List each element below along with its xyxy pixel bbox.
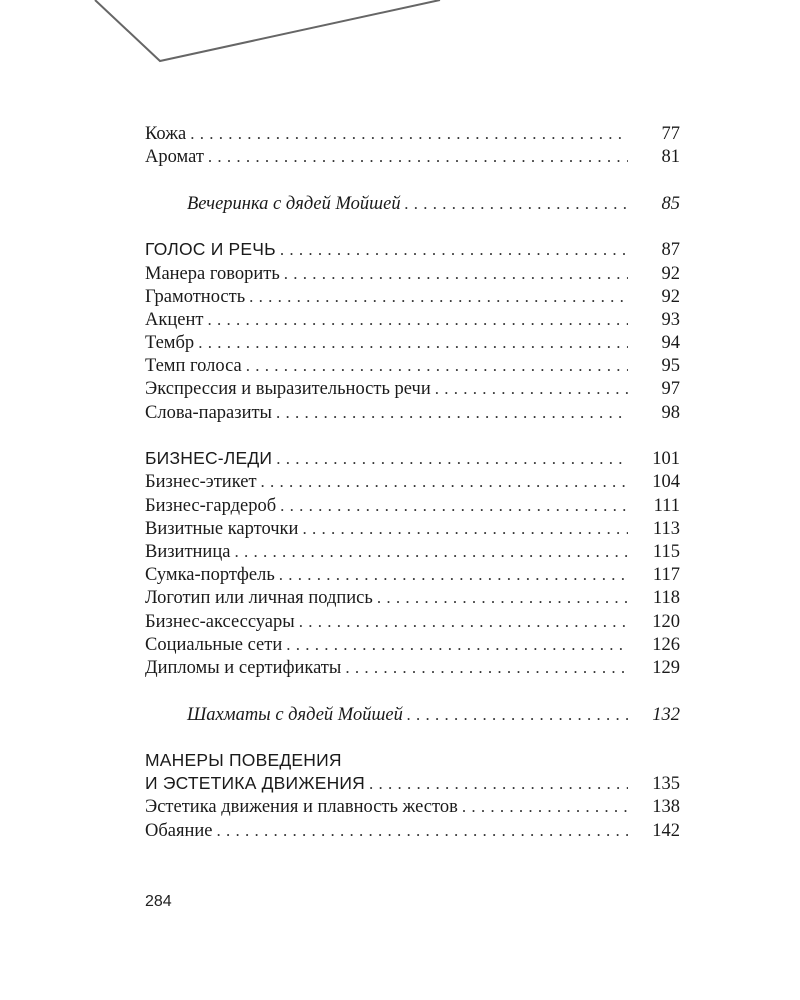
toc-section-title: ГОЛОС И РЕЧЬ xyxy=(145,239,276,260)
toc-entry-page: 129 xyxy=(652,657,680,678)
toc-entry[interactable] xyxy=(145,377,680,400)
toc-entry-page: 92 xyxy=(661,263,680,284)
toc-entry[interactable] xyxy=(145,262,680,285)
toc-entry[interactable] xyxy=(145,633,680,656)
toc-entry-page: 95 xyxy=(661,356,680,377)
toc-entry-page: 97 xyxy=(661,379,680,400)
dot-leader xyxy=(234,540,628,563)
toc-section-page: 135 xyxy=(652,774,680,795)
toc-entry-title: Визитница xyxy=(145,541,231,562)
toc-interlude-title: Вечеринка с дядей Мойшей xyxy=(187,193,401,214)
toc-section-heading[interactable] xyxy=(145,772,680,795)
toc-entry-title: Аромат xyxy=(145,147,204,168)
dot-leader xyxy=(407,703,628,726)
dot-leader xyxy=(261,470,628,493)
toc-entry-page: 115 xyxy=(652,541,680,562)
dot-leader xyxy=(299,610,628,633)
dot-leader xyxy=(276,401,628,424)
toc-entry-page: 111 xyxy=(653,495,680,516)
toc-entry-title: Акцент xyxy=(145,309,204,330)
toc-entry-page: 94 xyxy=(661,333,680,354)
dot-leader xyxy=(249,285,628,308)
toc-entry-title: Логотип или личная подпись xyxy=(145,588,373,609)
toc-interlude[interactable] xyxy=(145,703,680,726)
toc-entry-title: Кожа xyxy=(145,124,187,144)
toc-entry[interactable] xyxy=(145,656,680,679)
toc-entry[interactable] xyxy=(145,819,680,842)
toc-section-page: 101 xyxy=(652,449,680,470)
toc-section-heading[interactable] xyxy=(145,447,680,470)
toc-entry[interactable] xyxy=(145,494,680,517)
toc-entry-title: Манера говорить xyxy=(145,263,280,284)
toc-interlude-page: 85 xyxy=(661,193,680,214)
dot-leader xyxy=(284,262,628,285)
toc-entry-page: 81 xyxy=(661,147,680,168)
toc-entry[interactable] xyxy=(145,354,680,377)
toc-entry-page: 104 xyxy=(652,472,680,493)
toc-entry-title: Визитные карточки xyxy=(145,518,299,539)
toc-entry-title: Бизнес-аксессуары xyxy=(145,611,295,632)
dot-leader xyxy=(280,238,628,261)
toc-section-page: 87 xyxy=(661,240,680,261)
toc-entry[interactable] xyxy=(145,540,680,563)
toc-entry-title: Социальные сети xyxy=(145,634,283,655)
dot-leader xyxy=(276,447,628,470)
toc-section-title: БИЗНЕС-ЛЕДИ xyxy=(145,448,273,469)
toc-entry[interactable] xyxy=(145,401,680,424)
toc-entry-page: 93 xyxy=(661,309,680,330)
toc-entry-page: 77 xyxy=(661,124,680,144)
toc-entry-title: Обаяние xyxy=(145,820,213,841)
page-number: 284 xyxy=(145,893,172,910)
toc-entry[interactable] xyxy=(145,610,680,633)
toc-entry[interactable] xyxy=(145,470,680,493)
toc-section-title-line1: МАНЕРЫ ПОВЕДЕНИЯ xyxy=(145,750,342,771)
toc-entry[interactable] xyxy=(145,285,680,308)
toc-entry-title: Сумка-портфель xyxy=(145,565,275,586)
toc-entry-page: 98 xyxy=(661,402,680,423)
toc-entry[interactable] xyxy=(145,122,680,145)
toc-interlude-title: Шахматы с дядей Мойшей xyxy=(187,704,403,725)
toc-entry-title: Бизнес-этикет xyxy=(145,472,257,493)
toc-entry[interactable] xyxy=(145,308,680,331)
toc-entry-title: Эстетика движения и плавность жестов xyxy=(145,797,458,818)
toc-entry-title: Бизнес-гардероб xyxy=(145,495,277,516)
toc-entry-page: 117 xyxy=(652,565,680,586)
toc-interlude[interactable] xyxy=(145,192,680,215)
toc-entry-page: 113 xyxy=(652,518,680,539)
dot-leader xyxy=(246,354,628,377)
toc-entry[interactable] xyxy=(145,586,680,609)
toc-interlude-page: 132 xyxy=(652,704,680,725)
dot-leader xyxy=(286,633,628,656)
toc-entry-page: 142 xyxy=(652,820,680,841)
toc-entry-title: Тембр xyxy=(145,333,195,354)
toc-entry-title: Темп голоса xyxy=(145,356,242,377)
dot-leader xyxy=(208,145,628,168)
decorative-corner-lines xyxy=(0,0,800,120)
dot-leader xyxy=(198,331,628,354)
toc-entry-page: 118 xyxy=(652,588,680,609)
dot-leader xyxy=(405,192,628,215)
table-of-contents xyxy=(145,122,680,842)
dot-leader xyxy=(435,377,628,400)
dot-leader xyxy=(207,308,628,331)
dot-leader xyxy=(190,122,628,145)
dot-leader xyxy=(280,494,628,517)
toc-entry-page: 120 xyxy=(652,611,680,632)
toc-entry-page: 138 xyxy=(652,797,680,818)
toc-entry[interactable] xyxy=(145,563,680,586)
dot-leader xyxy=(217,819,628,842)
toc-entry-page: 126 xyxy=(652,634,680,655)
dot-leader xyxy=(462,795,628,818)
toc-entry[interactable] xyxy=(145,795,680,818)
dot-leader xyxy=(345,656,628,679)
toc-section-heading[interactable] xyxy=(145,238,680,261)
dot-leader xyxy=(377,586,628,609)
toc-entry-title: Слова-паразиты xyxy=(145,402,272,423)
dot-leader xyxy=(279,563,628,586)
toc-section-title: И ЭСТЕТИКА ДВИЖЕНИЯ xyxy=(145,773,366,794)
toc-entry-title: Дипломы и сертификаты xyxy=(145,657,342,678)
toc-entry[interactable] xyxy=(145,145,680,168)
dot-leader xyxy=(302,517,628,540)
toc-entry-title: Экспрессия и выразительность речи xyxy=(145,379,431,400)
toc-entry[interactable] xyxy=(145,517,680,540)
toc-entry[interactable] xyxy=(145,331,680,354)
toc-entry-title: Грамотность xyxy=(145,286,246,307)
toc-entry-page: 92 xyxy=(661,286,680,307)
dot-leader xyxy=(369,772,628,795)
